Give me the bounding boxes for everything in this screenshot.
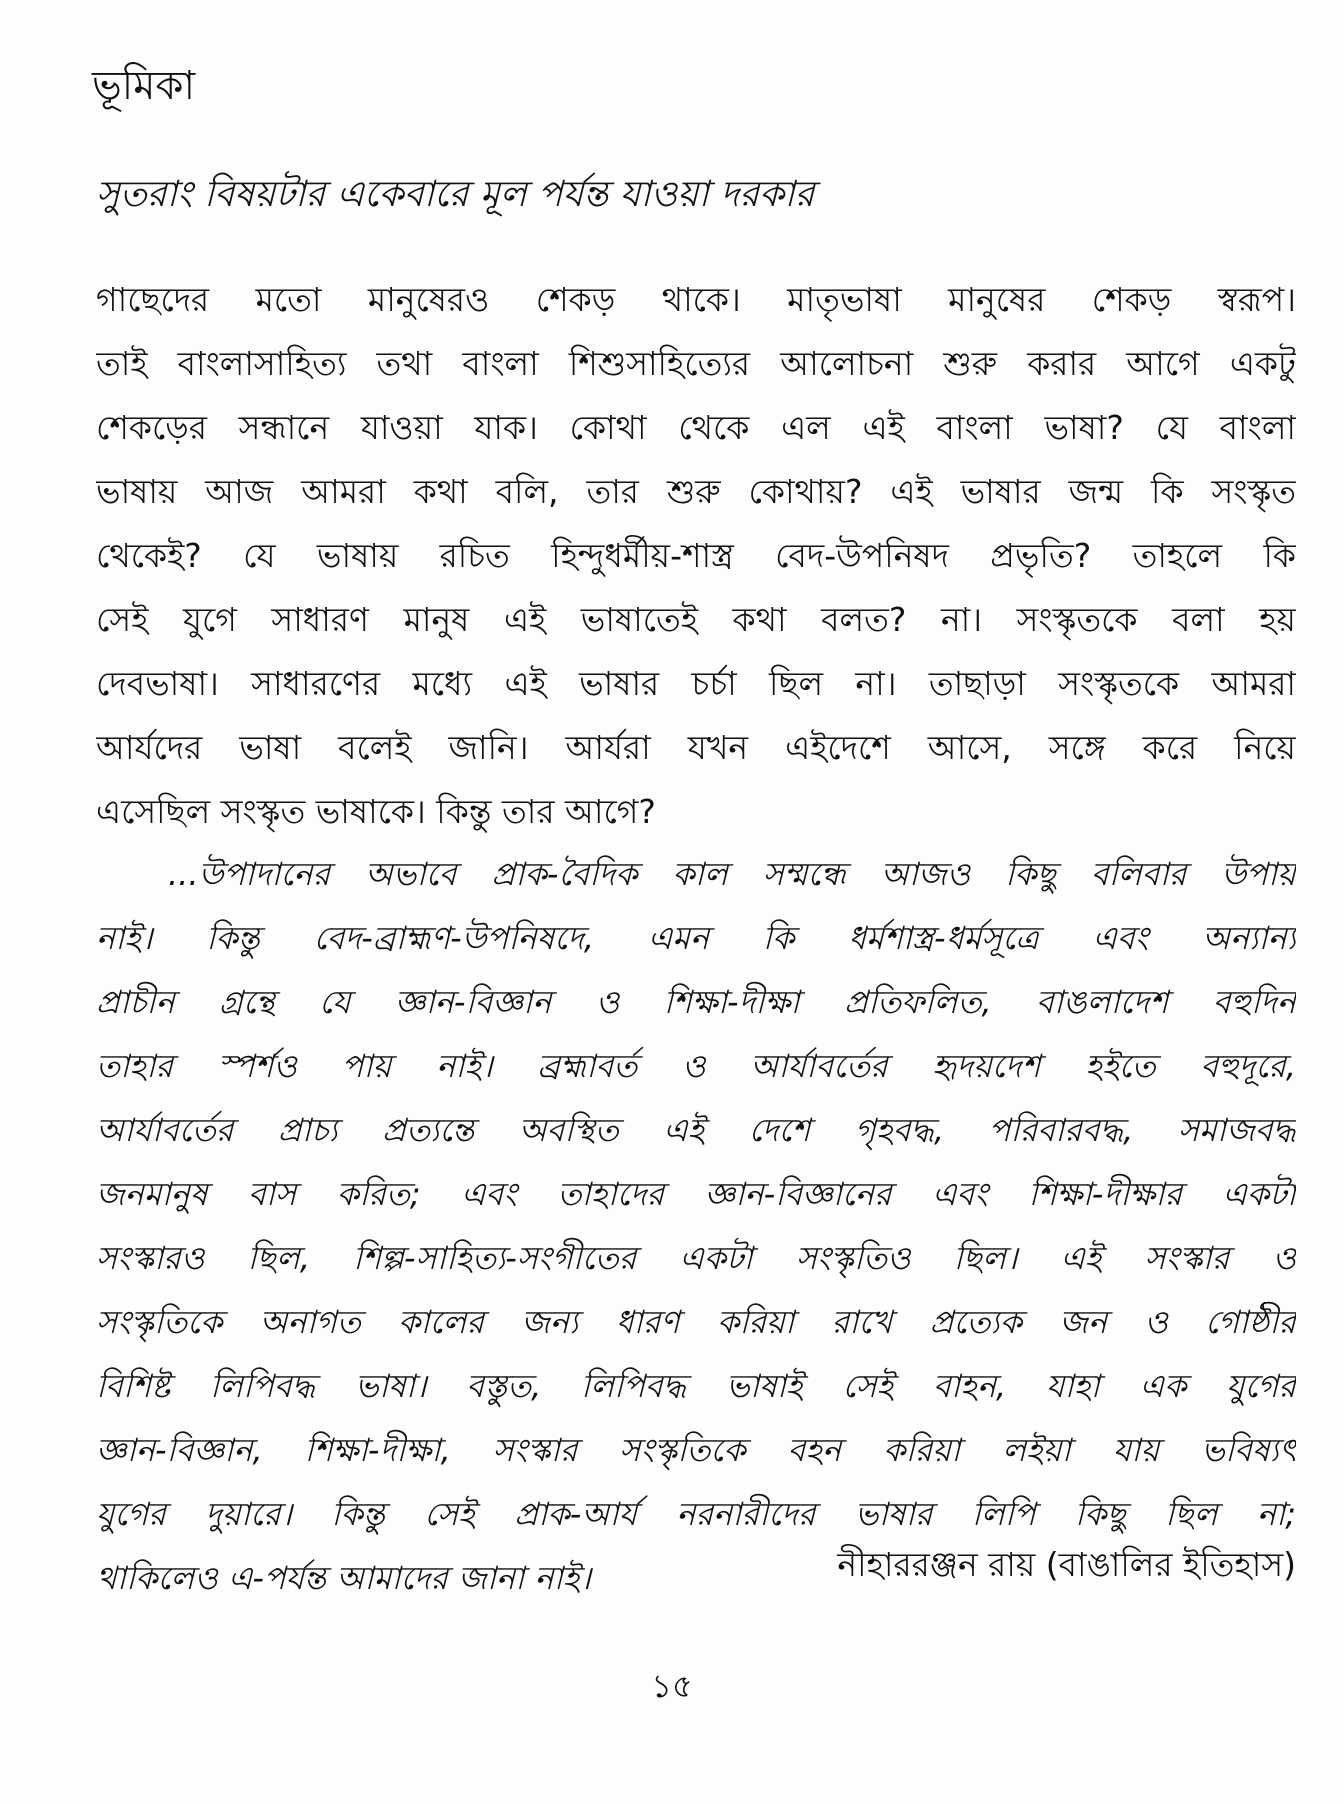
quote-line: থাকিলেও এ-পর্যন্ত আমাদের জানা নাই। xyxy=(96,1559,591,1597)
quote-attribution: নীহাররঞ্জন রায় (বাঙালির ইতিহাস) xyxy=(837,1545,1296,1584)
quote-line: বিশিষ্ট লিপিবদ্ধ ভাষা। বস্তুত, লিপিবদ্ধ ভাষাই সেই বাহন, যাহা এক যুগের xyxy=(96,1367,1296,1405)
running-head: ভূমিকা xyxy=(92,63,196,109)
quote-line: সংস্কৃতিকে অনাগত কালের জন্য ধারণ করিয়া রাখে প্রত্যেক জন ও গোষ্ঠীর xyxy=(96,1303,1296,1341)
quote-line: জ্ঞান-বিজ্ঞান, শিক্ষা-দীক্ষা, সংস্কার সংস্কৃতিকে বহন করিয়া লইয়া যায় ভবিষ্যৎ xyxy=(96,1431,1296,1469)
quote-line: যুগের দুয়ারে। কিন্তু সেই প্রাক-আর্য নরনারীদের ভাষার লিপি কিছু ছিল না; xyxy=(96,1495,1296,1533)
block-quote xyxy=(96,842,1296,1610)
body-line: শেকড়ের সন্ধানে যাওয়া যাক। কোথা থেকে এল এই বাংলা ভাষা? যে বাংলা xyxy=(96,408,1296,447)
quote-line: তাহার স্পর্শও পায় নাই। ব্রহ্মাবর্ত ও আর্যাবর্তের হৃদয়দেশ হইতে বহুদূরে, xyxy=(96,1047,1296,1085)
quote-line: প্রাচীন গ্রন্থে যে জ্ঞান-বিজ্ঞান ও শিক্ষা-দীক্ষা প্রতিফলিত, বাঙলাদেশ বহুদিন xyxy=(96,983,1296,1021)
section-subheading: সুতরাং বিষয়টার একেবারে মূল পর্যন্ত যাওয়া দরকার xyxy=(96,174,815,215)
page-number: ১৫ xyxy=(651,1667,693,1705)
quote-line: ...উপাদানের অভাবে প্রাক-বৈদিক কাল সম্মন্ধে আজও কিছু বলিবার উপায় xyxy=(168,855,1296,893)
body-line: তাই বাংলাসাহিত্য তথা বাংলা শিশুসাহিত্যের আলোচনা শুরু করার আগে একটু xyxy=(96,344,1296,383)
body-paragraph xyxy=(96,268,1296,844)
body-line: থেকেই? যে ভাষায় রচিত হিন্দুধর্মীয়-শাস্ত্র বেদ-উপনিষদ প্রভৃতি? তাহলে কি xyxy=(96,536,1296,575)
body-line: সেই যুগে সাধারণ মানুষ এই ভাষাতেই কথা বলত? না। সংস্কৃতকে বলা হয় xyxy=(96,600,1296,639)
quote-line: সংস্কারও ছিল, শিল্প-সাহিত্য-সংগীতের একটা সংস্কৃতিও ছিল। এই সংস্কার ও xyxy=(96,1239,1296,1277)
body-line: গাছেদের মতো মানুষেরও শেকড় থাকে। মাতৃভাষা মানুষের শেকড় স্বরূপ। xyxy=(96,280,1296,319)
body-line: ভাষায় আজ আমরা কথা বলি, তার শুরু কোথায়? এই ভাষার জন্ম কি সংস্কৃত xyxy=(96,472,1296,511)
body-line: আর্যদের ভাষা বলেই জানি। আর্যরা যখন এইদেশে আসে, সঙ্গে করে নিয়ে xyxy=(96,728,1296,767)
quote-line: আর্যাবর্তের প্রাচ্য প্রত্যন্তে অবস্থিত এই দেশে গৃহবদ্ধ, পরিবারবদ্ধ, সমাজবদ্ধ xyxy=(96,1111,1296,1149)
body-line: দেবভাষা। সাধারণের মধ্যে এই ভাষার চর্চা ছিল না। তাছাড়া সংস্কৃতকে আমরা xyxy=(96,664,1296,703)
quote-line: জনমানুষ বাস করিত; এবং তাহাদের জ্ঞান-বিজ্ঞানের এবং শিক্ষা-দীক্ষার একটা xyxy=(96,1175,1296,1213)
body-line: এসেছিল সংস্কৃত ভাষাকে। কিন্তু তার আগে? xyxy=(96,792,656,831)
quote-line: নাই। কিন্তু বেদ-ব্রাহ্মণ-উপনিষদে, এমন কি ধর্মশাস্ত্র-ধর্মসূত্রে এবং অন্যান্য xyxy=(96,919,1296,957)
